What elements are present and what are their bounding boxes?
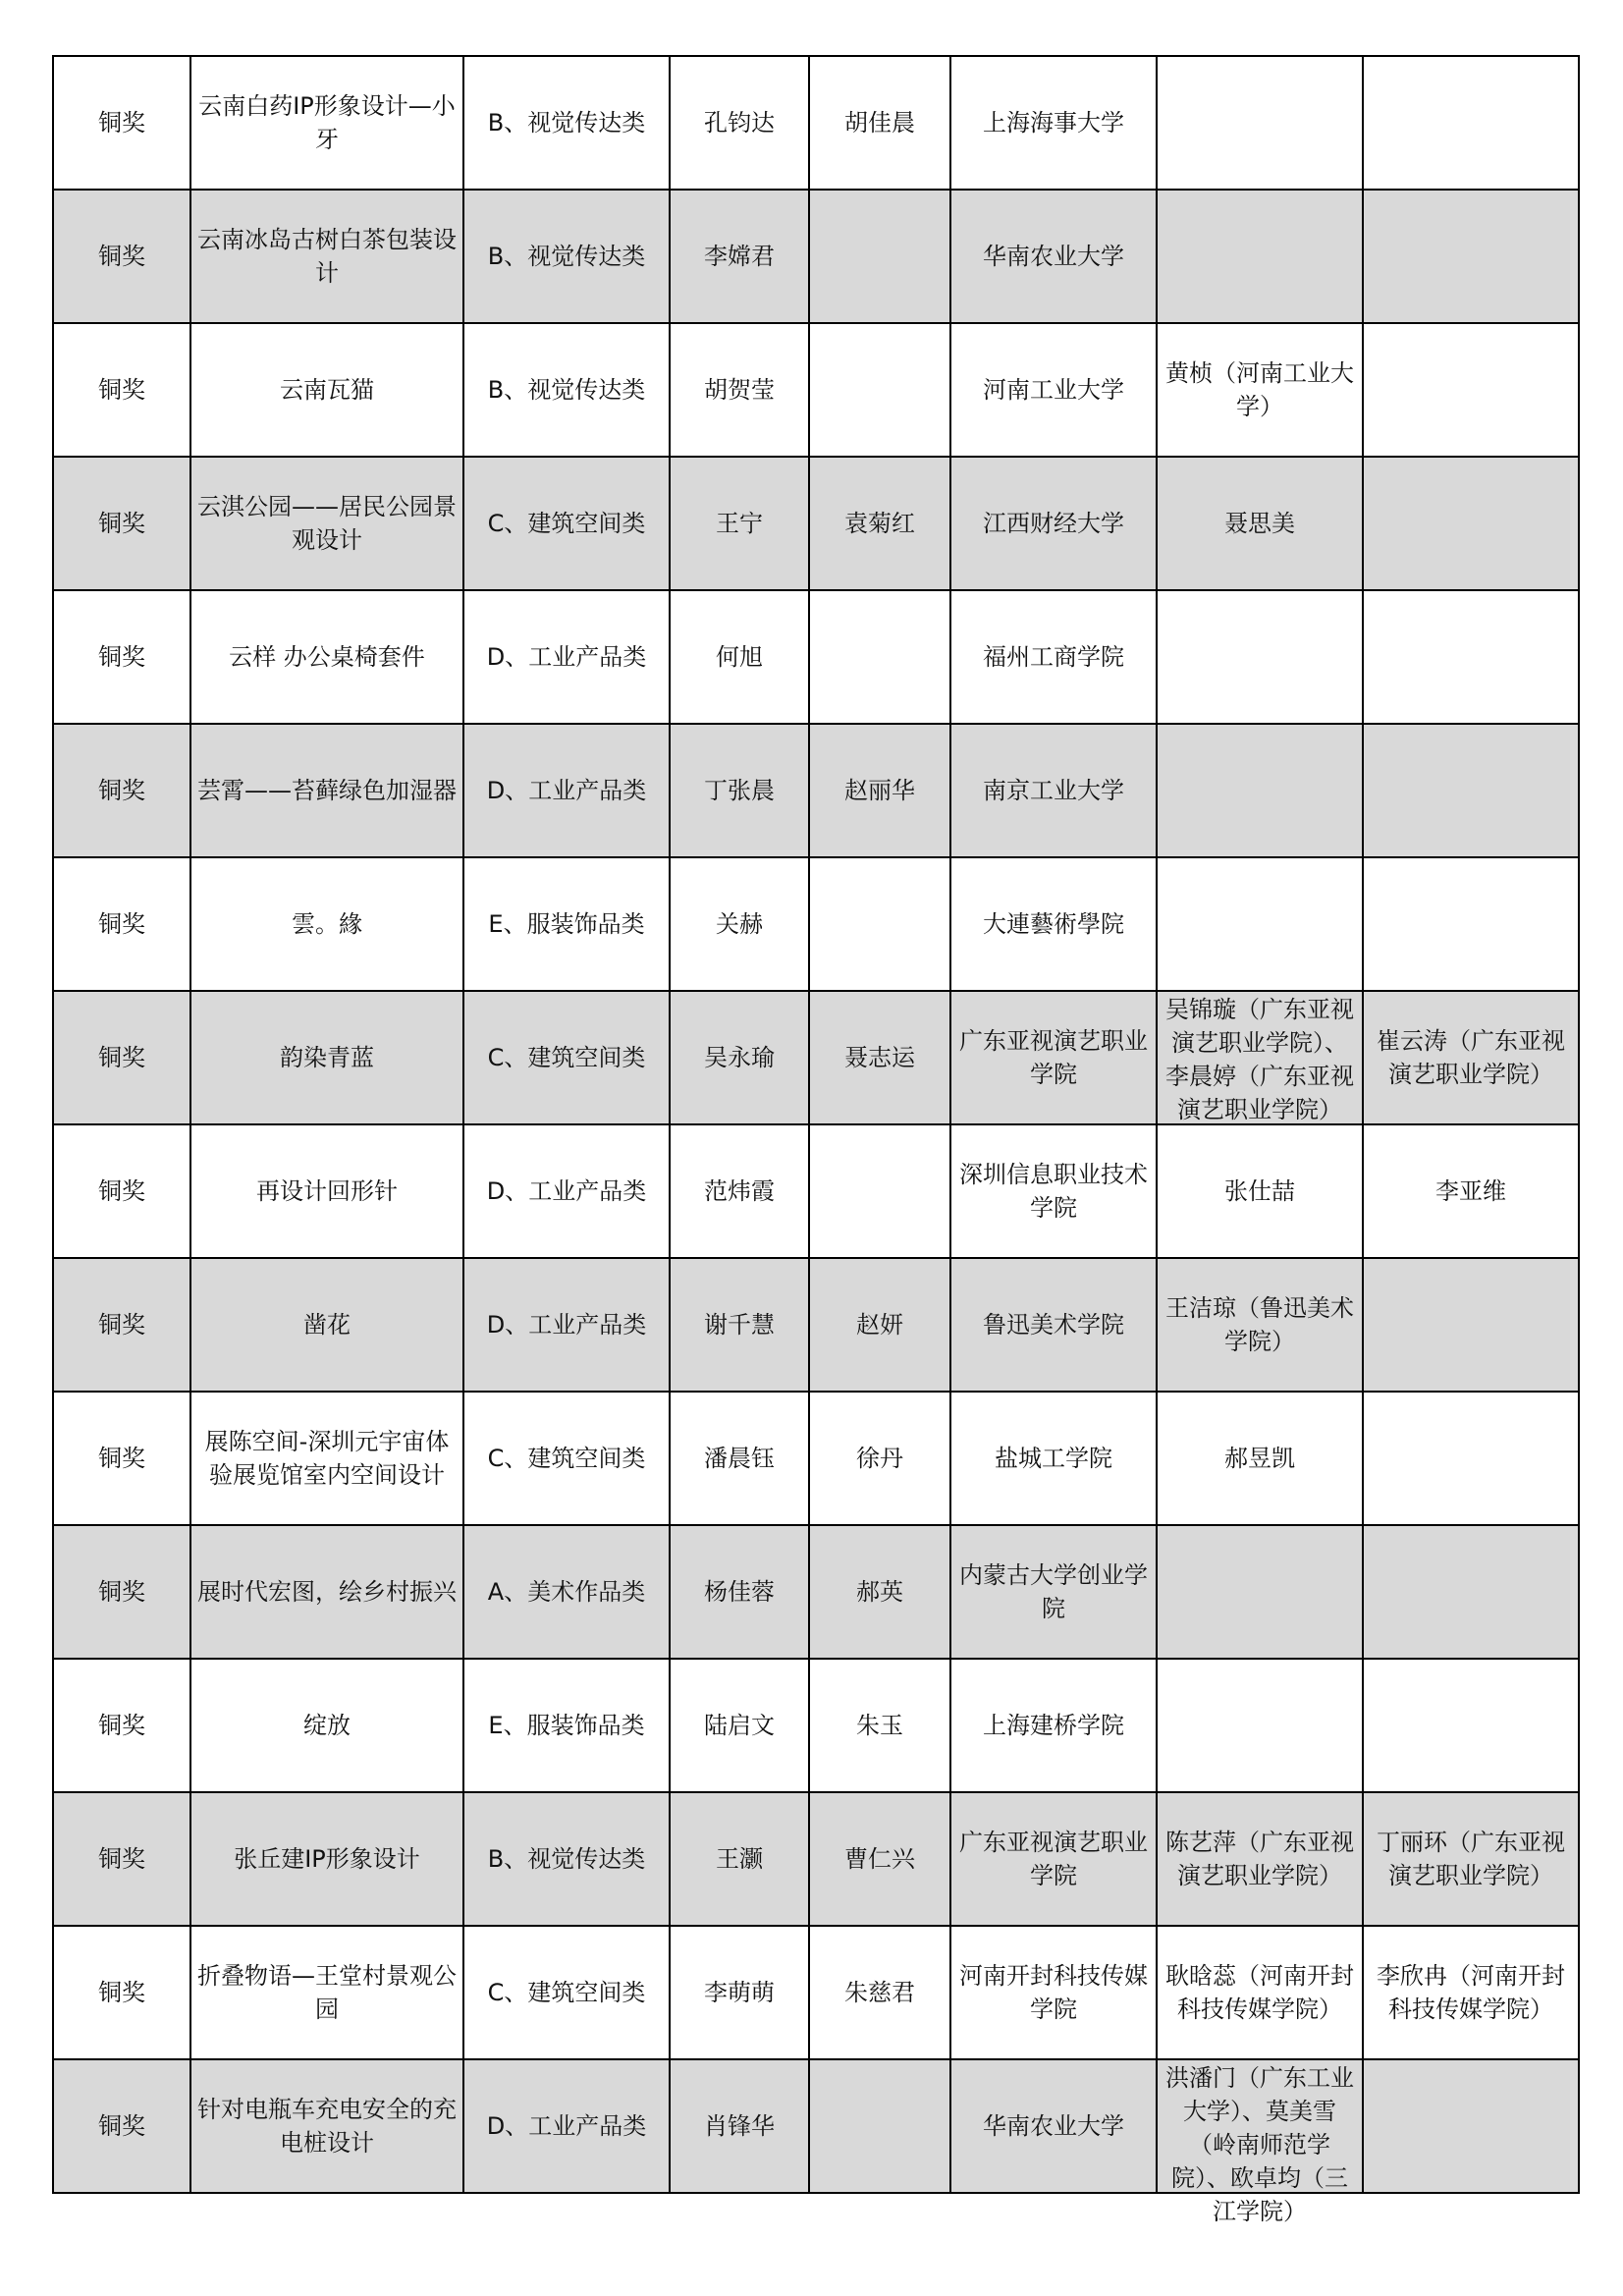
work-title-cell: [190, 991, 463, 1124]
advisor-2-cell: [1363, 1525, 1579, 1659]
advisor-2-cell: [1363, 724, 1579, 857]
school-cell: [950, 1258, 1157, 1392]
cell-text: 铜奖: [98, 1445, 145, 1472]
cell-text: 王灏: [716, 1845, 763, 1873]
cell-text: 聂思美: [1224, 510, 1295, 537]
work-title-cell: [190, 724, 463, 857]
author-1-cell: [670, 2059, 809, 2193]
cell-text: 韵染青蓝: [280, 1044, 374, 1071]
author-2-cell: [809, 1258, 950, 1392]
award-cell: [53, 2059, 190, 2193]
author-2-cell: [809, 857, 950, 991]
award-cell: [53, 457, 190, 590]
work-title-cell: [190, 590, 463, 724]
advisor-2-cell: [1363, 1124, 1579, 1258]
cell-text: E、服装饰品类: [488, 910, 645, 938]
table-row: [53, 190, 1579, 323]
cell-text: 云南白药IP形象设计—小牙: [198, 92, 456, 153]
advisor-1-cell: [1157, 1792, 1363, 1926]
cell-text: 铜奖: [98, 1979, 145, 2006]
table-row: [53, 56, 1579, 190]
cell-text: 南京工业大学: [983, 777, 1124, 804]
cell-text: 云淇公园——居民公园景观设计: [197, 493, 457, 554]
author-1-cell: [670, 857, 809, 991]
author-1-cell: [670, 724, 809, 857]
cell-text: 徐丹: [856, 1445, 903, 1472]
advisor-1-cell: [1157, 1124, 1363, 1258]
table-row: [53, 724, 1579, 857]
category-cell: [463, 724, 670, 857]
award-cell: [53, 190, 190, 323]
author-1-cell: [670, 457, 809, 590]
author-2-cell: [809, 1659, 950, 1792]
cell-text: 盐城工学院: [995, 1445, 1112, 1472]
category-cell: [463, 323, 670, 457]
advisor-1-cell: [1157, 323, 1363, 457]
award-cell: [53, 1392, 190, 1525]
author-2-cell: [809, 1124, 950, 1258]
school-cell: [950, 991, 1157, 1124]
cell-text: 吴锦璇（广东亚视演艺职业学院）、李晨婷（广东亚视演艺职业学院）: [1165, 996, 1354, 1123]
school-cell: [950, 1124, 1157, 1258]
table-row: [53, 457, 1579, 590]
cell-text: 针对电瓶车充电安全的充电桩设计: [197, 2096, 457, 2157]
awards-table-body: [53, 56, 1579, 2225]
cell-text: 潘晨钰: [704, 1445, 775, 1472]
advisor-1-cell: [1157, 190, 1363, 323]
cell-text: 李萌萌: [704, 1979, 775, 2006]
table-row: [53, 2059, 1579, 2193]
work-title-cell: [190, 857, 463, 991]
advisor-1-cell: [1157, 857, 1363, 991]
cell-text: 李欣冉（河南开封科技传媒学院）: [1377, 1962, 1565, 2023]
cell-text: 丁丽环（广东亚视演艺职业学院）: [1377, 1829, 1565, 1889]
cell-text: 范炜霞: [704, 1177, 775, 1205]
advisor-2-cell: [1363, 1659, 1579, 1792]
cell-text: 陈艺萍（广东亚视演艺职业学院）: [1165, 1829, 1354, 1889]
cell-text: B、视觉传达类: [487, 1845, 646, 1873]
award-cell: [53, 56, 190, 190]
category-cell: [463, 991, 670, 1124]
cell-text: D、工业产品类: [486, 643, 647, 671]
award-cell: [53, 1124, 190, 1258]
cell-text: 张丘建IP形象设计: [234, 1845, 420, 1873]
cell-text: 铜奖: [98, 643, 145, 671]
advisor-1-cell: [1157, 991, 1363, 1124]
work-title-cell: [190, 1659, 463, 1792]
category-cell: [463, 1124, 670, 1258]
author-2-cell: [809, 457, 950, 590]
cell-text: 铜奖: [98, 510, 145, 537]
cell-text: 鲁迅美术学院: [983, 1311, 1124, 1339]
author-2-cell: [809, 991, 950, 1124]
cell-text: 关赫: [716, 910, 763, 938]
advisor-2-cell: [1363, 857, 1579, 991]
work-title-cell: [190, 323, 463, 457]
table-row: [53, 1792, 1579, 1926]
cell-text: 内蒙古大学创业学院: [959, 1561, 1148, 1622]
cell-text: 折叠物语—王堂村景观公园: [197, 1962, 457, 2023]
cell-text: C、建筑空间类: [487, 1445, 646, 1472]
cell-text: 铜奖: [98, 777, 145, 804]
author-2-cell: [809, 2059, 950, 2193]
cell-text: B、视觉传达类: [487, 243, 646, 270]
work-title-cell: [190, 1124, 463, 1258]
cell-text: 雲。緣: [292, 910, 362, 938]
category-cell: [463, 1525, 670, 1659]
school-cell: [950, 724, 1157, 857]
cell-text: 肖锋华: [704, 2112, 775, 2140]
cell-text: 谢千慧: [704, 1311, 775, 1339]
author-2-cell: [809, 1525, 950, 1659]
author-2-cell: [809, 1392, 950, 1525]
cell-text: D、工业产品类: [486, 1311, 647, 1339]
author-2-cell: [809, 590, 950, 724]
advisor-2-cell: [1363, 323, 1579, 457]
cell-text: 铜奖: [98, 1044, 145, 1071]
cell-text: A、美术作品类: [487, 1578, 646, 1606]
table-row: [53, 1124, 1579, 1258]
cell-text: 展时代宏图，绘乡村振兴: [197, 1578, 457, 1606]
table-row: [53, 991, 1579, 1124]
cell-text: 胡贺莹: [704, 376, 775, 404]
school-cell: [950, 457, 1157, 590]
cell-text: 洪潘门（广东工业大学）、莫美雪（岭南师范学院）、欧卓均（三江学院）: [1165, 2064, 1354, 2225]
cell-text: 广东亚视演艺职业学院: [959, 1027, 1148, 1088]
category-cell: [463, 1792, 670, 1926]
cell-text: 杨佳蓉: [704, 1578, 775, 1606]
cell-text: C、建筑空间类: [487, 1044, 646, 1071]
school-cell: [950, 56, 1157, 190]
cell-text: B、视觉传达类: [487, 109, 646, 137]
cell-text: C、建筑空间类: [487, 1979, 646, 2006]
cell-text: 李亚维: [1435, 1177, 1506, 1205]
table-row: [53, 590, 1579, 724]
advisor-1-cell: [1157, 1258, 1363, 1392]
cell-text: 黄桢（河南工业大学）: [1165, 359, 1354, 420]
cell-text: 广东亚视演艺职业学院: [959, 1829, 1148, 1889]
cell-text: 朱慈君: [844, 1979, 915, 2006]
category-cell: [463, 1659, 670, 1792]
cell-text: 张仕喆: [1224, 1177, 1295, 1205]
advisor-1-cell: [1157, 1659, 1363, 1792]
work-title-cell: [190, 1926, 463, 2059]
cell-text: 江西财经大学: [983, 510, 1124, 537]
work-title-cell: [190, 1392, 463, 1525]
cell-text: 耿晗蕊（河南开封科技传媒学院）: [1165, 1962, 1354, 2023]
work-title-cell: [190, 56, 463, 190]
cell-text: 王宁: [716, 510, 763, 537]
table-row: [53, 1659, 1579, 1792]
author-2-cell: [809, 323, 950, 457]
school-cell: [950, 1659, 1157, 1792]
category-cell: [463, 56, 670, 190]
cell-text: 铜奖: [98, 1311, 145, 1339]
advisor-1-cell: [1157, 1392, 1363, 1525]
cell-text: 孔钧达: [704, 109, 775, 137]
cell-text: 吴永瑜: [704, 1044, 775, 1071]
category-cell: [463, 457, 670, 590]
cell-text: 大連藝術學院: [983, 910, 1124, 938]
cell-text: 上海海事大学: [983, 109, 1124, 137]
table-row: [53, 1392, 1579, 1525]
category-cell: [463, 1392, 670, 1525]
category-cell: [463, 2059, 670, 2193]
cell-text: 陆启文: [704, 1712, 775, 1739]
category-cell: [463, 1258, 670, 1392]
advisor-1-cell: [1157, 1525, 1363, 1659]
cell-text: 上海建桥学院: [983, 1712, 1124, 1739]
cell-text: 郝昱凯: [1224, 1445, 1295, 1472]
work-title-cell: [190, 1258, 463, 1392]
award-cell: [53, 724, 190, 857]
cell-text: 铜奖: [98, 2112, 145, 2140]
author-1-cell: [670, 1926, 809, 2059]
award-cell: [53, 1926, 190, 2059]
author-1-cell: [670, 590, 809, 724]
school-cell: [950, 1926, 1157, 2059]
work-title-cell: [190, 457, 463, 590]
author-1-cell: [670, 1525, 809, 1659]
work-title-cell: [190, 190, 463, 323]
table-row: [53, 323, 1579, 457]
cell-text: C、建筑空间类: [487, 510, 646, 537]
category-cell: [463, 190, 670, 323]
advisor-2-cell: [1363, 1792, 1579, 1926]
cell-text: 何旭: [716, 643, 763, 671]
work-title-cell: [190, 2059, 463, 2193]
award-cell: [53, 1659, 190, 1792]
cell-text: 绽放: [303, 1712, 351, 1739]
award-cell: [53, 1258, 190, 1392]
advisor-2-cell: [1363, 1258, 1579, 1392]
advisor-1-cell: [1157, 1926, 1363, 2059]
work-title-cell: [190, 1792, 463, 1926]
cell-text: 深圳信息职业技术学院: [959, 1161, 1148, 1222]
author-1-cell: [670, 323, 809, 457]
school-cell: [950, 2059, 1157, 2193]
cell-text: 河南开封科技传媒学院: [959, 1962, 1148, 2023]
table-row: [53, 857, 1579, 991]
author-1-cell: [670, 1659, 809, 1792]
author-1-cell: [670, 1124, 809, 1258]
author-2-cell: [809, 56, 950, 190]
school-cell: [950, 1392, 1157, 1525]
author-2-cell: [809, 724, 950, 857]
advisor-2-cell: [1363, 190, 1579, 323]
cell-text: D、工业产品类: [486, 777, 647, 804]
cell-text: 铜奖: [98, 1845, 145, 1873]
work-title-cell: [190, 1525, 463, 1659]
cell-text: 聂志运: [844, 1044, 915, 1071]
author-1-cell: [670, 56, 809, 190]
cell-text: 李嫦君: [704, 243, 775, 270]
table-row: [53, 1258, 1579, 1392]
cell-text: 芸霄——苔藓绿色加湿器: [197, 777, 457, 804]
cell-text: 郝英: [856, 1578, 903, 1606]
advisor-2-cell: [1363, 56, 1579, 190]
school-cell: [950, 857, 1157, 991]
category-cell: [463, 1926, 670, 2059]
advisor-2-cell: [1363, 457, 1579, 590]
author-1-cell: [670, 991, 809, 1124]
cell-text: 展陈空间-深圳元宇宙体验展览馆室内空间设计: [204, 1428, 450, 1489]
school-cell: [950, 590, 1157, 724]
advisor-2-cell: [1363, 590, 1579, 724]
cell-text: 铜奖: [98, 1712, 145, 1739]
author-2-cell: [809, 190, 950, 323]
award-cell: [53, 1792, 190, 1926]
cell-text: 铜奖: [98, 243, 145, 270]
cell-text: 云南冰岛古树白茶包装设计: [197, 226, 457, 287]
cell-text: 曹仁兴: [844, 1845, 915, 1873]
author-1-cell: [670, 190, 809, 323]
advisor-2-cell: [1363, 2059, 1579, 2193]
awards-table: [52, 55, 1580, 2225]
advisor-2-cell: [1363, 1926, 1579, 2059]
school-cell: [950, 190, 1157, 323]
school-cell: [950, 1525, 1157, 1659]
cell-text: 华南农业大学: [983, 2112, 1124, 2140]
cell-text: 铜奖: [98, 910, 145, 938]
cell-text: 凿花: [303, 1311, 351, 1339]
award-cell: [53, 857, 190, 991]
cell-text: 华南农业大学: [983, 243, 1124, 270]
author-1-cell: [670, 1392, 809, 1525]
award-cell: [53, 1525, 190, 1659]
cell-text: 福州工商学院: [983, 643, 1124, 671]
advisor-2-cell: [1363, 991, 1579, 1124]
cell-text: 铜奖: [98, 1578, 145, 1606]
cell-text: B、视觉传达类: [487, 376, 646, 404]
cell-text: 崔云涛（广东亚视演艺职业学院）: [1377, 1027, 1565, 1088]
cell-text: D、工业产品类: [486, 2112, 647, 2140]
author-2-cell: [809, 1926, 950, 2059]
author-2-cell: [809, 1792, 950, 1926]
cell-text: 云南瓦猫: [280, 376, 374, 404]
cell-text: D、工业产品类: [486, 1177, 647, 1205]
cell-text: 袁菊红: [844, 510, 915, 537]
cell-text: 再设计回形针: [256, 1177, 398, 1205]
cell-text: 赵妍: [856, 1311, 903, 1339]
author-1-cell: [670, 1792, 809, 1926]
award-cell: [53, 991, 190, 1124]
cell-text: 赵丽华: [844, 777, 915, 804]
category-cell: [463, 590, 670, 724]
cell-text: 铜奖: [98, 1177, 145, 1205]
cell-text: 河南工业大学: [983, 376, 1124, 404]
advisor-1-cell: [1157, 2059, 1363, 2225]
advisor-1-cell: [1157, 457, 1363, 590]
cell-text: E、服装饰品类: [488, 1712, 645, 1739]
cell-text: 铜奖: [98, 109, 145, 137]
table-row: [53, 1525, 1579, 1659]
table-row: [53, 1926, 1579, 2059]
author-1-cell: [670, 1258, 809, 1392]
advisor-1-cell: [1157, 724, 1363, 857]
award-cell: [53, 590, 190, 724]
advisor-1-cell: [1157, 56, 1363, 190]
cell-text: 王洁琼（鲁迅美术学院）: [1165, 1294, 1354, 1355]
cell-text: 朱玉: [856, 1712, 903, 1739]
advisor-2-cell: [1363, 1392, 1579, 1525]
school-cell: [950, 1792, 1157, 1926]
award-cell: [53, 323, 190, 457]
cell-text: 云样 办公桌椅套件: [229, 643, 425, 671]
advisor-1-cell: [1157, 590, 1363, 724]
category-cell: [463, 857, 670, 991]
school-cell: [950, 323, 1157, 457]
cell-text: 铜奖: [98, 376, 145, 404]
cell-text: 胡佳晨: [844, 109, 915, 137]
cell-text: 丁张晨: [704, 777, 775, 804]
